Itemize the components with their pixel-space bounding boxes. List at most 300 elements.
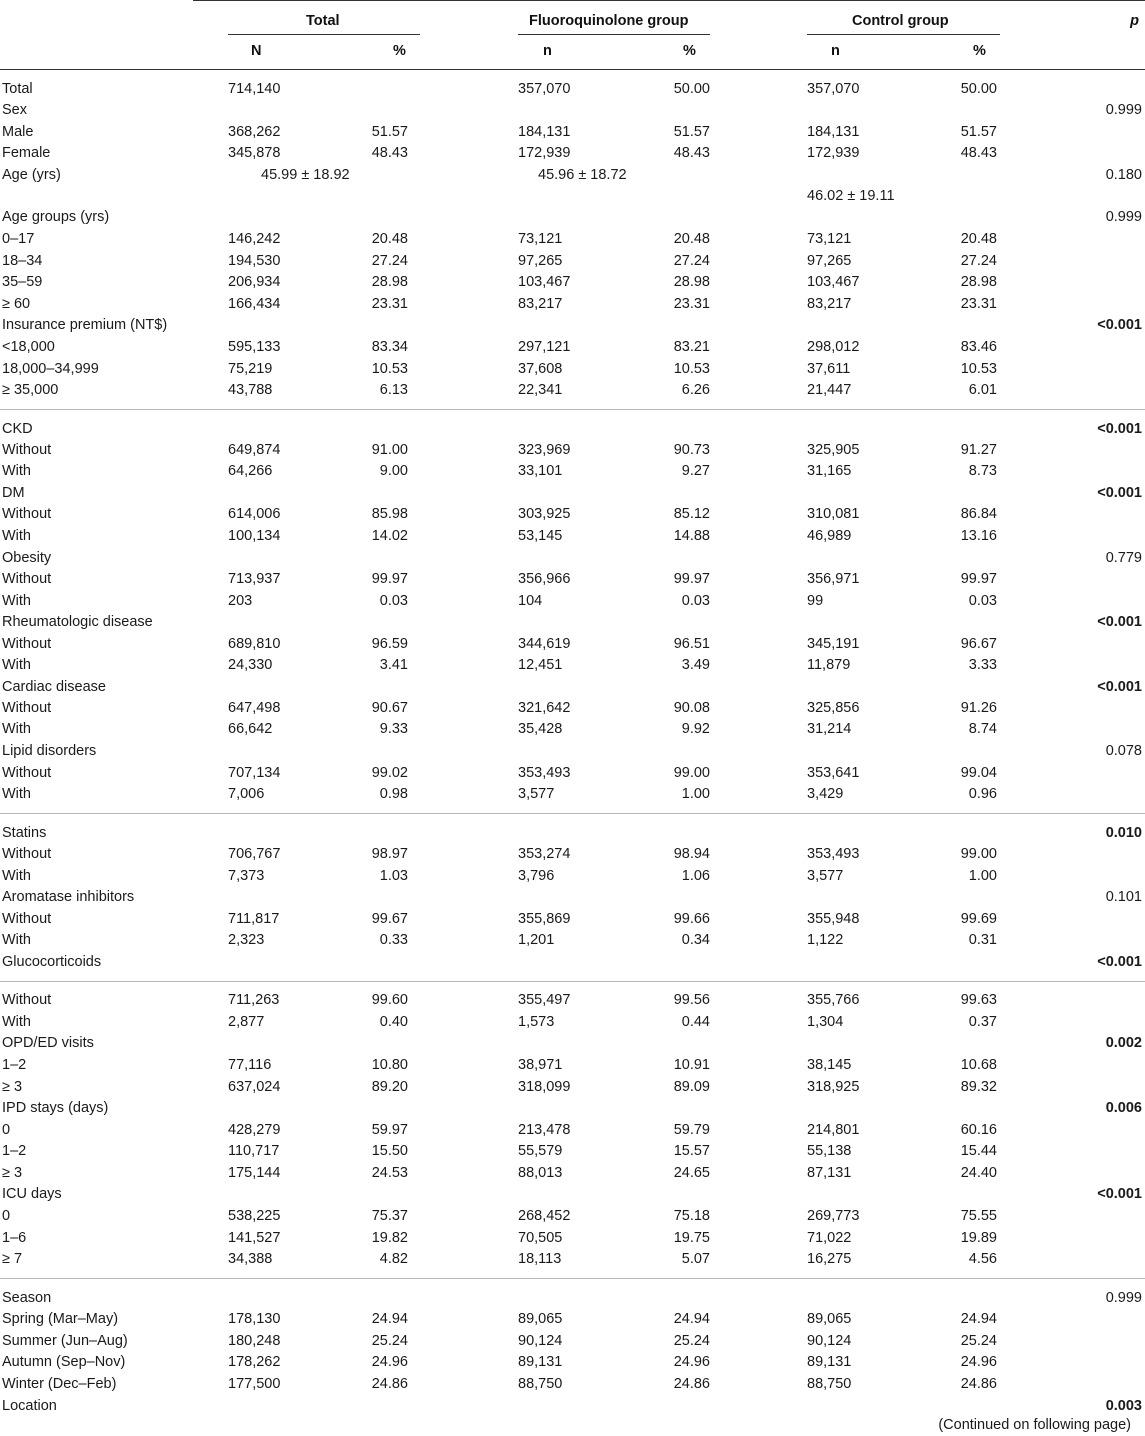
row-label: IPD stays (days) — [2, 1100, 109, 1116]
fq-pct-cell: 85.12 — [673, 506, 710, 522]
total-pct-cell: 10.80 — [371, 1057, 408, 1073]
control-pct-cell: 99.63 — [960, 992, 997, 1008]
control-n-cell: 73,121 — [807, 231, 852, 247]
row-label: With — [2, 528, 31, 544]
total-n-cell: 707,134 — [228, 765, 281, 781]
total-pct-cell: 98.97 — [371, 846, 408, 862]
control-pct-cell: 10.68 — [960, 1057, 997, 1073]
control-n-cell: 355,948 — [807, 911, 860, 927]
table-row — [0, 1397, 1145, 1417]
p-value-cell: <0.001 — [1097, 679, 1142, 695]
p-value-cell: <0.001 — [1097, 421, 1142, 437]
header-fq-pct: % — [683, 43, 696, 59]
control-n-cell: 89,131 — [807, 1354, 852, 1370]
fq-pct-cell: 0.03 — [681, 593, 710, 609]
control-pct-cell: 51.57 — [960, 124, 997, 140]
control-n-cell: 3,429 — [807, 786, 844, 802]
total-n-cell: 24,330 — [228, 657, 273, 673]
row-label: <18,000 — [2, 339, 55, 355]
section-divider — [0, 981, 1145, 982]
fq-pct-cell: 75.18 — [673, 1208, 710, 1224]
row-label: With — [2, 657, 31, 673]
row-label: Without — [2, 700, 52, 716]
fq-pct-cell: 99.00 — [673, 765, 710, 781]
table-row — [0, 1164, 1145, 1184]
control-n-cell: 21,447 — [807, 382, 852, 398]
row-label: Without — [2, 442, 52, 458]
total-pct-cell: 90.67 — [371, 700, 408, 716]
total-n-cell: 706,767 — [228, 846, 281, 862]
fq-pct-cell: 51.57 — [673, 124, 710, 140]
row-label: 18–34 — [2, 253, 43, 269]
fq-pct-cell: 90.08 — [673, 700, 710, 716]
control-pct-cell: 15.44 — [960, 1143, 997, 1159]
p-value-cell: 0.078 — [1105, 743, 1142, 759]
age-mean-fq: 45.96 ± 18.72 — [538, 167, 627, 183]
fq-n-cell: 35,428 — [518, 721, 563, 737]
fq-n-cell: 33,101 — [518, 463, 563, 479]
control-n-cell: 310,081 — [807, 506, 860, 522]
control-n-cell: 46,989 — [807, 528, 852, 544]
table-row — [0, 527, 1145, 547]
table-row — [0, 764, 1145, 784]
total-n-cell: 711,817 — [228, 911, 280, 927]
row-label: Rheumatologic disease — [2, 614, 153, 630]
table-row — [0, 1375, 1145, 1395]
table-row — [0, 360, 1145, 380]
row-label: 1–6 — [2, 1230, 27, 1246]
row-label: 0–17 — [2, 231, 35, 247]
total-pct-cell: 89.20 — [371, 1079, 408, 1095]
fq-n-cell: 353,274 — [518, 846, 571, 862]
control-pct-cell: 96.67 — [960, 636, 997, 652]
fq-n-cell: 323,969 — [518, 442, 571, 458]
fq-n-cell: 38,971 — [518, 1057, 563, 1073]
control-n-cell: 71,022 — [807, 1230, 852, 1246]
table-row — [0, 208, 1145, 228]
table-row — [0, 888, 1145, 908]
total-n-cell: 110,717 — [228, 1143, 280, 1159]
table-row — [0, 1099, 1145, 1119]
control-pct-cell: 6.01 — [968, 382, 997, 398]
total-pct-cell: 25.24 — [371, 1333, 408, 1349]
table-row — [0, 613, 1145, 633]
row-label: Spring (Mar–May) — [2, 1311, 119, 1327]
total-n-cell: 206,934 — [228, 274, 281, 290]
fq-pct-cell: 24.86 — [673, 1376, 710, 1392]
fq-n-cell: 344,619 — [518, 636, 571, 652]
p-value-cell: 0.101 — [1105, 889, 1142, 905]
total-pct-cell: 0.03 — [379, 593, 408, 609]
control-n-cell: 172,939 — [807, 145, 860, 161]
fq-pct-cell: 98.94 — [673, 846, 710, 862]
fq-pct-cell: 6.26 — [681, 382, 710, 398]
table-row — [0, 678, 1145, 698]
control-pct-cell: 3.33 — [968, 657, 997, 673]
total-n-cell: 166,434 — [228, 296, 281, 312]
p-value-cell: <0.001 — [1097, 614, 1142, 630]
control-n-cell: 345,191 — [807, 636, 860, 652]
total-pct-cell: 3.41 — [379, 657, 408, 673]
control-n-cell: 357,070 — [807, 81, 860, 97]
fq-n-cell: 356,966 — [518, 571, 571, 587]
table-row — [0, 252, 1145, 272]
header-fq-n: n — [543, 43, 552, 59]
total-n-cell: 177,500 — [228, 1376, 281, 1392]
table-row — [0, 338, 1145, 358]
table-row — [0, 1142, 1145, 1162]
header-total: Total — [306, 13, 340, 29]
table-row — [0, 484, 1145, 504]
table-row — [0, 273, 1145, 293]
fq-n-cell: 268,452 — [518, 1208, 571, 1224]
control-n-cell: 99 — [807, 593, 824, 609]
table-row — [0, 1121, 1145, 1141]
header-fluoroquinolone: Fluoroquinolone group — [529, 13, 689, 29]
control-pct-cell: 48.43 — [960, 145, 997, 161]
fq-pct-cell: 28.98 — [673, 274, 710, 290]
fq-pct-cell: 50.00 — [673, 81, 710, 97]
p-value-cell: 0.779 — [1105, 550, 1142, 566]
row-label: Without — [2, 846, 52, 862]
control-pct-cell: 20.48 — [960, 231, 997, 247]
fq-n-cell: 3,577 — [518, 786, 555, 802]
total-pct-cell: 0.33 — [379, 932, 408, 948]
control-pct-cell: 24.94 — [960, 1311, 997, 1327]
control-pct-cell: 91.26 — [960, 700, 997, 716]
section-divider — [0, 813, 1145, 814]
control-n-cell: 16,275 — [807, 1251, 852, 1267]
total-pct-cell: 20.48 — [371, 231, 408, 247]
row-label: Winter (Dec–Feb) — [2, 1376, 117, 1392]
total-pct-cell: 83.34 — [371, 339, 408, 355]
table-row — [0, 699, 1145, 719]
row-label: With — [2, 1014, 31, 1030]
control-n-cell: 97,265 — [807, 253, 852, 269]
p-value-cell: 0.006 — [1105, 1100, 1142, 1116]
row-label: DM — [2, 485, 25, 501]
row-label: Lipid disorders — [2, 743, 97, 759]
control-n-cell: 90,124 — [807, 1333, 852, 1349]
control-n-cell: 87,131 — [807, 1165, 852, 1181]
table-row — [0, 505, 1145, 525]
age-mean-control: 46.02 ± 19.11 — [807, 188, 895, 204]
table-row — [0, 441, 1145, 461]
total-pct-cell: 75.37 — [371, 1208, 408, 1224]
table-row — [0, 742, 1145, 762]
control-pct-cell: 10.53 — [960, 361, 997, 377]
table-row — [0, 230, 1145, 250]
total-pct-cell: 24.94 — [371, 1311, 408, 1327]
total-pct-cell: 19.82 — [371, 1230, 408, 1246]
fq-n-cell: 355,497 — [518, 992, 571, 1008]
table-row — [0, 1310, 1145, 1330]
total-n-cell: 689,810 — [228, 636, 281, 652]
row-label: With — [2, 593, 31, 609]
control-pct-cell: 4.56 — [968, 1251, 997, 1267]
control-n-cell: 1,304 — [807, 1014, 844, 1030]
table-row — [0, 910, 1145, 930]
total-pct-cell: 99.02 — [371, 765, 408, 781]
fq-pct-cell: 96.51 — [673, 636, 710, 652]
row-label: Age groups (yrs) — [2, 209, 110, 225]
control-n-cell: 89,065 — [807, 1311, 852, 1327]
total-n-cell: 203 — [228, 593, 253, 609]
total-n-cell: 647,498 — [228, 700, 281, 716]
p-value-cell: 0.003 — [1105, 1398, 1142, 1414]
fq-pct-cell: 10.91 — [673, 1057, 710, 1073]
total-n-cell: 75,219 — [228, 361, 273, 377]
control-n-cell: 318,925 — [807, 1079, 860, 1095]
p-value-cell: <0.001 — [1097, 317, 1142, 333]
fq-n-cell: 89,065 — [518, 1311, 563, 1327]
total-n-cell: 178,130 — [228, 1311, 281, 1327]
control-pct-cell: 50.00 — [960, 81, 997, 97]
table-row — [0, 316, 1145, 336]
p-value-cell: 0.999 — [1105, 1290, 1142, 1306]
row-label: Location — [2, 1398, 57, 1414]
table-row — [0, 420, 1145, 440]
total-pct-cell: 99.97 — [371, 571, 408, 587]
total-n-cell: 711,263 — [228, 992, 280, 1008]
fq-pct-cell: 19.75 — [673, 1230, 710, 1246]
fq-pct-cell: 3.49 — [681, 657, 710, 673]
total-pct-cell: 6.13 — [379, 382, 408, 398]
total-n-cell: 538,225 — [228, 1208, 281, 1224]
control-pct-cell: 99.97 — [960, 571, 997, 587]
total-n-cell: 180,248 — [228, 1333, 281, 1349]
fq-n-cell: 321,642 — [518, 700, 571, 716]
row-label: ≥ 35,000 — [2, 382, 59, 398]
total-n-cell: 64,266 — [228, 463, 273, 479]
total-pct-cell: 9.33 — [379, 721, 408, 737]
table-row — [0, 1332, 1145, 1352]
control-n-cell: 355,766 — [807, 992, 860, 1008]
fq-n-cell: 83,217 — [518, 296, 563, 312]
section-divider — [0, 1278, 1145, 1279]
control-pct-cell: 60.16 — [960, 1122, 997, 1138]
table-row — [0, 1185, 1145, 1205]
p-value-cell: <0.001 — [1097, 954, 1142, 970]
total-pct-cell: 48.43 — [371, 145, 408, 161]
fq-n-cell: 12,451 — [518, 657, 563, 673]
total-n-cell: 713,937 — [228, 571, 281, 587]
total-n-cell: 178,262 — [228, 1354, 281, 1370]
fq-pct-cell: 10.53 — [673, 361, 710, 377]
total-n-cell: 66,642 — [228, 721, 273, 737]
table-row — [0, 462, 1145, 482]
fq-n-cell: 213,478 — [518, 1122, 571, 1138]
fq-pct-cell: 27.24 — [673, 253, 710, 269]
total-n-cell: 146,242 — [228, 231, 281, 247]
total-n-cell: 714,140 — [228, 81, 281, 97]
fq-n-cell: 103,467 — [518, 274, 571, 290]
fq-n-cell: 18,113 — [518, 1251, 562, 1267]
row-label: 1–2 — [2, 1143, 27, 1159]
fq-pct-cell: 15.57 — [673, 1143, 710, 1159]
fq-n-cell: 353,493 — [518, 765, 571, 781]
row-label: 35–59 — [2, 274, 43, 290]
fq-pct-cell: 59.79 — [673, 1122, 710, 1138]
row-label: 1–2 — [2, 1057, 27, 1073]
control-n-cell: 356,971 — [807, 571, 860, 587]
control-n-cell: 103,467 — [807, 274, 860, 290]
control-n-cell: 298,012 — [807, 339, 860, 355]
row-label: Sex — [2, 102, 27, 118]
total-pct-cell: 1.03 — [379, 868, 408, 884]
control-pct-cell: 27.24 — [960, 253, 997, 269]
control-n-cell: 353,493 — [807, 846, 860, 862]
fq-n-cell: 355,869 — [518, 911, 571, 927]
fq-pct-cell: 25.24 — [673, 1333, 710, 1349]
p-value-cell: 0.999 — [1105, 209, 1142, 225]
p-value-cell: <0.001 — [1097, 485, 1142, 501]
fq-n-cell: 297,121 — [518, 339, 571, 355]
control-pct-cell: 99.04 — [960, 765, 997, 781]
header-control-pct: % — [973, 43, 986, 59]
total-n-cell: 77,116 — [228, 1057, 272, 1073]
fq-n-cell: 357,070 — [518, 81, 571, 97]
row-label: 18,000–34,999 — [2, 361, 99, 377]
fq-pct-cell: 24.65 — [673, 1165, 710, 1181]
row-label: With — [2, 932, 31, 948]
total-n-cell: 637,024 — [228, 1079, 281, 1095]
total-n-cell: 141,527 — [228, 1230, 281, 1246]
fq-pct-cell: 89.09 — [673, 1079, 710, 1095]
fq-n-cell: 97,265 — [518, 253, 563, 269]
control-pct-cell: 91.27 — [960, 442, 997, 458]
total-pct-cell: 51.57 — [371, 124, 408, 140]
total-pct-cell: 9.00 — [379, 463, 408, 479]
control-pct-cell: 99.00 — [960, 846, 997, 862]
total-pct-cell: 28.98 — [371, 274, 408, 290]
row-label: Glucocorticoids — [2, 954, 102, 970]
table-row — [0, 570, 1145, 590]
table-row — [0, 1229, 1145, 1249]
table-row — [0, 1034, 1145, 1054]
header-control-n: n — [831, 43, 840, 59]
total-n-cell: 175,144 — [228, 1165, 281, 1181]
control-pct-cell: 13.16 — [960, 528, 997, 544]
table-row — [0, 867, 1145, 887]
p-value-cell: 0.999 — [1105, 102, 1142, 118]
row-label: Summer (Jun–Aug) — [2, 1333, 128, 1349]
row-label: Season — [2, 1290, 52, 1306]
fq-pct-cell: 99.66 — [673, 911, 710, 927]
control-pct-cell: 0.37 — [968, 1014, 997, 1030]
row-label: With — [2, 786, 31, 802]
table-row — [0, 1056, 1145, 1076]
control-n-cell: 37,611 — [807, 361, 851, 377]
age-mean-total: 45.99 ± 18.92 — [261, 167, 350, 183]
control-pct-cell: 8.73 — [968, 463, 997, 479]
fq-pct-cell: 14.88 — [673, 528, 710, 544]
total-n-cell: 2,877 — [228, 1014, 265, 1030]
control-pct-cell: 89.32 — [960, 1079, 997, 1095]
table-row — [0, 991, 1145, 1011]
control-n-cell: 31,165 — [807, 463, 852, 479]
row-label: Without — [2, 506, 52, 522]
table-row — [0, 1289, 1145, 1309]
control-pct-cell: 24.96 — [960, 1354, 997, 1370]
table-row — [0, 656, 1145, 676]
control-pct-cell: 99.69 — [960, 911, 997, 927]
fq-n-cell: 184,131 — [518, 124, 571, 140]
total-pct-cell: 96.59 — [371, 636, 408, 652]
table-row — [0, 635, 1145, 655]
table-row — [0, 720, 1145, 740]
row-label: With — [2, 463, 31, 479]
row-label: Total — [2, 81, 33, 97]
fq-n-cell: 73,121 — [518, 231, 563, 247]
fq-n-cell: 318,099 — [518, 1079, 571, 1095]
total-n-cell: 194,530 — [228, 253, 281, 269]
row-label: ≥ 60 — [2, 296, 31, 312]
total-n-cell: 428,279 — [228, 1122, 281, 1138]
table-row — [0, 1207, 1145, 1227]
table-row — [0, 1013, 1145, 1033]
p-value-cell: 0.010 — [1105, 825, 1142, 841]
total-n-cell: 345,878 — [228, 145, 281, 161]
table-row — [0, 123, 1145, 143]
total-n-cell: 34,388 — [228, 1251, 273, 1267]
total-n-cell: 2,323 — [228, 932, 265, 948]
fq-n-cell: 22,341 — [518, 382, 563, 398]
row-label: With — [2, 868, 31, 884]
table-row — [0, 785, 1145, 805]
control-pct-cell: 75.55 — [960, 1208, 997, 1224]
control-n-cell: 325,905 — [807, 442, 860, 458]
header-total-n: N — [251, 43, 262, 59]
total-n-cell: 595,133 — [228, 339, 281, 355]
total-n-cell: 7,006 — [228, 786, 265, 802]
p-value-cell: 0.180 — [1105, 167, 1142, 183]
row-label: Cardiac disease — [2, 679, 106, 695]
row-label: 0 — [2, 1122, 11, 1138]
control-n-cell: 31,214 — [807, 721, 852, 737]
total-pct-cell: 85.98 — [371, 506, 408, 522]
total-pct-cell: 91.00 — [371, 442, 408, 458]
total-pct-cell: 23.31 — [371, 296, 408, 312]
fq-n-cell: 90,124 — [518, 1333, 563, 1349]
row-label: Without — [2, 571, 52, 587]
table-row — [0, 144, 1145, 164]
total-pct-cell: 0.40 — [379, 1014, 408, 1030]
total-pct-cell: 15.50 — [371, 1143, 408, 1159]
header-p: p — [1130, 13, 1139, 29]
fq-pct-cell: 5.07 — [681, 1251, 710, 1267]
fq-pct-cell: 99.56 — [673, 992, 710, 1008]
row-label: Without — [2, 765, 52, 781]
control-pct-cell: 25.24 — [960, 1333, 997, 1349]
p-value-cell: 0.002 — [1105, 1035, 1142, 1051]
fq-n-cell: 303,925 — [518, 506, 571, 522]
table-row — [0, 295, 1145, 315]
total-pct-cell: 10.53 — [371, 361, 408, 377]
row-label: Female — [2, 145, 51, 161]
control-n-cell: 83,217 — [807, 296, 852, 312]
row-label: Statins — [2, 825, 47, 841]
total-pct-cell: 14.02 — [371, 528, 408, 544]
total-pct-cell: 4.82 — [379, 1251, 408, 1267]
control-pct-cell: 24.86 — [960, 1376, 997, 1392]
row-label: CKD — [2, 421, 33, 437]
row-label: ≥ 3 — [2, 1079, 23, 1095]
control-pct-cell: 28.98 — [960, 274, 997, 290]
fq-n-cell: 1,573 — [518, 1014, 555, 1030]
fq-n-cell: 70,505 — [518, 1230, 563, 1246]
fq-pct-cell: 9.27 — [681, 463, 710, 479]
